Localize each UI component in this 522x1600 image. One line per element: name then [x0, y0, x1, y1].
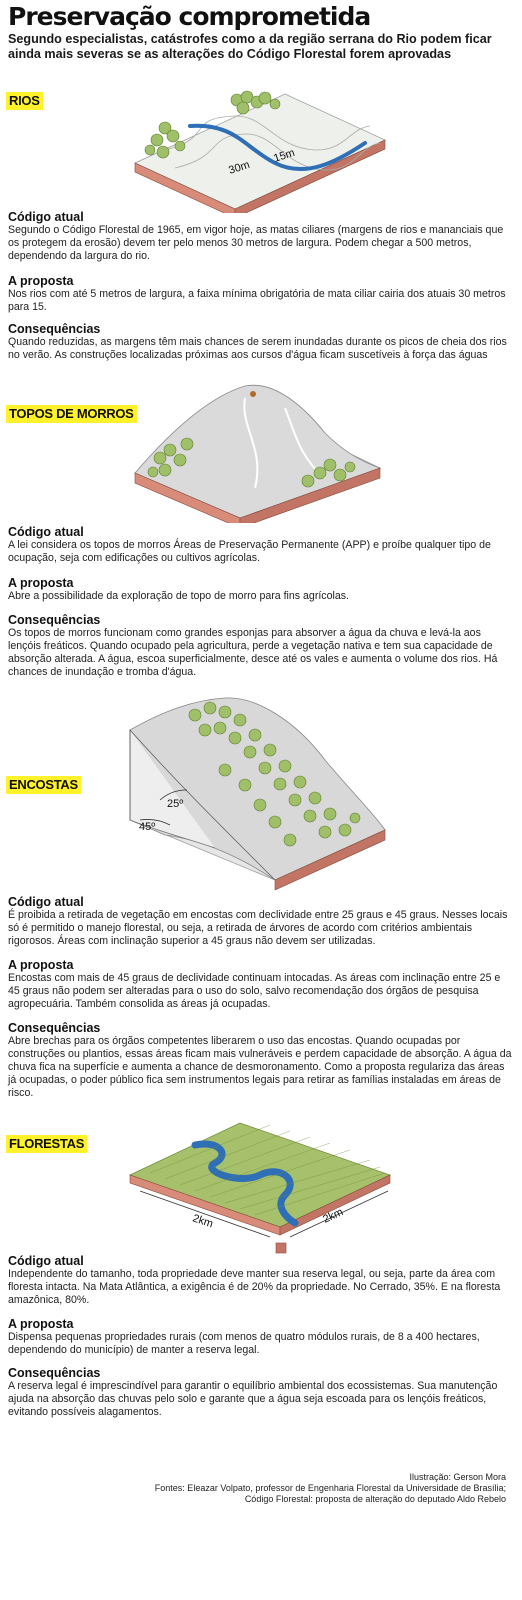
topos-illustration: [125, 378, 390, 523]
block-text: Abre brechas para os órgãos competentes liberarem o uso das encostas. Quando ocupadas por construções ou plantios, essas áreas ficam mais vulneráveis e perdem capacidade de absorção. A água da chuva fica na superfície e aumenta a chance de desmoronamento. Como a proposta regulariza das áreas já ocupadas, o poder público fica sem instrumentos legais para retirar as famílias instaladas em áreas de risco.: [8, 1035, 512, 1099]
block-text: A reserva legal é imprescindível para garantir o equilíbrio ambiental dos ecossistemas. Sua manutenção ajuda na absorção das chuvas pelo solo e garante que a água seja escoada para os lençóis freáticos, evitando possíveis alagamentos.: [8, 1380, 498, 1418]
section-tag-rios: RIOS: [6, 92, 43, 110]
topos-consequencias: [8, 613, 514, 679]
block-heading: A proposta: [8, 1317, 74, 1331]
rios-label-15m: 15m: [272, 146, 297, 165]
section-tag-encostas: ENCOSTAS: [6, 776, 81, 794]
sources-credit: Código Florestal: proposta de alteração do deputado Aldo Rebelo: [244, 1494, 506, 1504]
tractor-icon: [250, 391, 256, 397]
block-heading: Consequências: [8, 1021, 101, 1035]
block-heading: Código atual: [8, 1254, 84, 1268]
block-text: Dispensa pequenas propriedades rurais (com menos de quatro módulos rurais, de 8 a 400 hectares, dependendo do município) de manter a reserva legal.: [8, 1331, 480, 1356]
block-text: Segundo o Código Florestal de 1965, em vigor hoje, as matas ciliares (margens de rios e mananciais que os protegem da erosão) devem ter pelo menos 30 metros de largura. Podem chegar a 500 metros, dependendo da largura do rio.: [8, 224, 504, 262]
credits: [86, 1472, 506, 1505]
block-heading: Código atual: [8, 895, 84, 909]
florestas-illustration: [120, 1105, 400, 1255]
block-text: Independente do tamanho, toda propriedade deve manter sua reserva legal, ou seja, parte da área com floresta intacta. Na Mata Atlântica, a exigência é de 20% da propriedade. No Cerrado, 35%. E na floresta amazônica, 80%.: [8, 1268, 501, 1306]
block-heading: A proposta: [8, 576, 74, 590]
florestas-label-2km-b: 2km: [321, 1206, 346, 1226]
block-text: Abre a possibilidade da exploração de topo de morro para fins agrícolas.: [8, 590, 349, 602]
florestas-codigo-atual: [8, 1254, 514, 1307]
section-tag-topos: TOPOS DE MORROS: [6, 405, 137, 423]
rios-illustration: [125, 88, 390, 213]
block-text: Encostas com mais de 45 graus de declividade continuam intocadas. As áreas com inclinação entre 25 e 45 graus não podem ser alteradas para o uso do solo, salvo recomendação dos órgãos de pesquisa agropecuária. Também consolida as áreas já ocupadas.: [8, 972, 501, 1010]
scale-cube: [276, 1243, 286, 1253]
block-heading: Consequências: [8, 613, 101, 627]
florestas-consequencias: [8, 1366, 514, 1419]
block-heading: A proposta: [8, 958, 74, 972]
block-heading: Código atual: [8, 525, 84, 539]
encostas-codigo-atual: [8, 895, 514, 948]
rios-label-30m: 30m: [227, 158, 252, 177]
encostas-proposta: [8, 958, 514, 1011]
block-heading: A proposta: [8, 274, 74, 288]
block-text: A lei considera os topos de morros Áreas de Preservação Permanente (APP) e proíbe qualquer tipo de ocupação, seja com edificações ou cultivos agrícolas.: [8, 539, 491, 564]
encostas-consequencias: [8, 1021, 514, 1100]
topos-proposta: [8, 576, 514, 603]
topos-codigo-atual: [8, 525, 514, 565]
block-text: Os topos de morros funcionam como grandes esponjas para absorver a água da chuva e levá-la aos lençóis freáticos. Quando ocupado pela agricultura, perde a vegetação nativa e tem sua capacidade de absorção alterada. A água, escoa superficialmente, desce até os vales e aumenta o volume dos rios. Há chances de inundação e tromba d'água.: [8, 627, 498, 678]
block-heading: Consequências: [8, 1366, 101, 1380]
block-text: Nos rios com até 5 metros de largura, a faixa mínima obrigatória de mata ciliar cairia dos atuais 30 metros para 15.: [8, 288, 506, 313]
illustration-credit: Ilustração: Gerson Mora: [409, 1472, 506, 1482]
rios-proposta: [8, 274, 514, 314]
rios-consequencias: [8, 322, 514, 362]
block-text: É proibida a retirada de vegetação em encostas com declividade entre 25 graus e 45 graus. Nesses locais só é permitido o manejo florestal, ou seja, a retirada de árvores de acordo com critérios ambientais rigorosos. Áreas com inclinação superior a 45 graus não devem ser utilizadas.: [8, 909, 508, 947]
encostas-label-45: 45º: [139, 821, 156, 833]
encostas-label-25: 25º: [167, 798, 184, 810]
florestas-label-2km-a: 2km: [191, 1212, 215, 1231]
section-tag-florestas: FLORESTAS: [6, 1135, 87, 1153]
page-subtitle: Segundo especialistas, catástrofes como a da região serrana do Rio podem ficar ainda mais severas se as alterações do Código Florestal forem aprovadas: [8, 32, 492, 61]
block-text: Quando reduzidas, as margens têm mais chances de serem inundadas durante os picos de cheia dos rios no verão. As construções localizadas próximas aos cursos d'água ficam suscetíveis à força das águas: [8, 336, 507, 361]
encostas-illustration: [125, 690, 395, 890]
rios-codigo-atual: [8, 210, 514, 263]
page-title: Preservação comprometida: [8, 2, 371, 31]
florestas-proposta: [8, 1317, 514, 1357]
block-heading: Consequências: [8, 322, 101, 336]
sources-credit: Fontes: Eleazar Volpato, professor de Engenharia Florestal da Universidade de Brasília;: [154, 1483, 506, 1493]
block-heading: Código atual: [8, 210, 84, 224]
